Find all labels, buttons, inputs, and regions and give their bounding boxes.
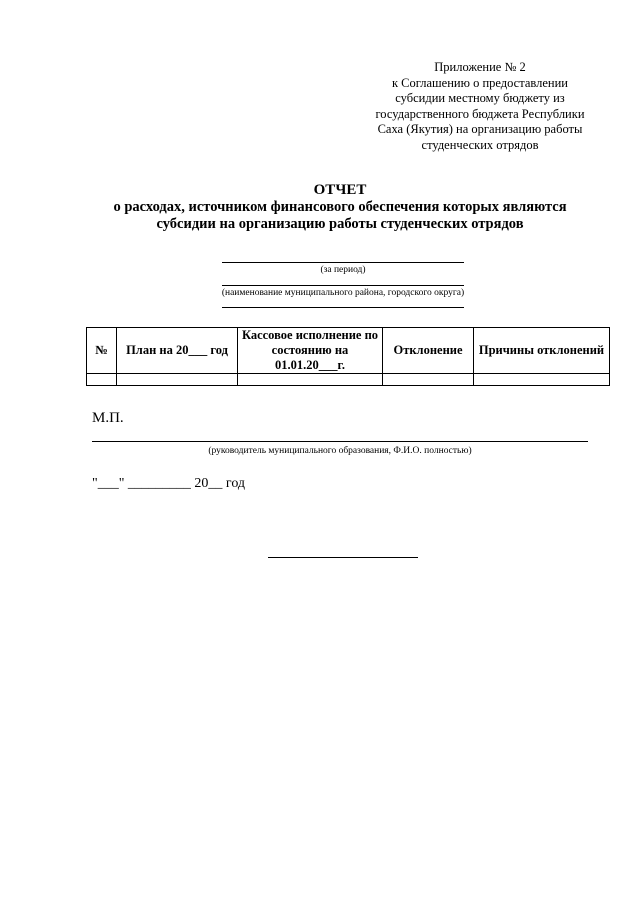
appendix-line: студенческих отрядов <box>421 137 539 152</box>
col-header-cash-execution: Кассовое исполнение по состоянию на 01.01.20___г. <box>238 328 383 374</box>
table-cell[interactable] <box>238 374 383 386</box>
table-row <box>87 374 610 386</box>
closing-line <box>268 557 418 558</box>
signature-caption: (руководитель муниципального образования, Ф.И.О. полностью) <box>208 446 472 456</box>
table-header-row <box>87 328 610 374</box>
table-cell[interactable] <box>383 374 474 386</box>
table-cell[interactable] <box>87 374 117 386</box>
municipality-underline <box>222 307 464 308</box>
report-title <box>60 182 620 233</box>
report-table <box>86 327 610 386</box>
title-line: о расходах, источником финансового обеспечения которых являются <box>113 199 567 215</box>
table-cell[interactable] <box>117 374 238 386</box>
municipality-field-line <box>222 285 464 286</box>
table-cell[interactable] <box>474 374 610 386</box>
appendix-line: к Соглашению о предоставлении <box>391 75 568 90</box>
title-line: субсидии на организацию работы студенческих отрядов <box>156 216 524 232</box>
date-line: "___" _________ 20__ год <box>92 476 246 491</box>
col-header-deviation: Отклонение <box>383 328 474 374</box>
stamp-label: М.П. <box>92 410 124 426</box>
col-header-reasons: Причины отклонений <box>474 328 610 374</box>
appendix-line: субсидии местному бюджету из <box>395 91 565 105</box>
title-line: ОТЧЕТ <box>313 182 367 198</box>
signature-line <box>92 441 588 442</box>
col-header-number: № <box>87 328 117 374</box>
period-caption: (за период) <box>320 265 366 275</box>
col-header-plan: План на 20___ год <box>117 328 238 374</box>
period-field-line <box>222 262 464 263</box>
appendix-line: Приложение № 2 <box>434 60 526 74</box>
appendix-note <box>360 60 600 153</box>
municipality-caption: (наименование муниципального района, городского округа) <box>221 288 465 298</box>
appendix-line: Саха (Якутия) на организацию работы <box>377 122 583 136</box>
appendix-line: государственного бюджета Республики <box>375 106 585 121</box>
